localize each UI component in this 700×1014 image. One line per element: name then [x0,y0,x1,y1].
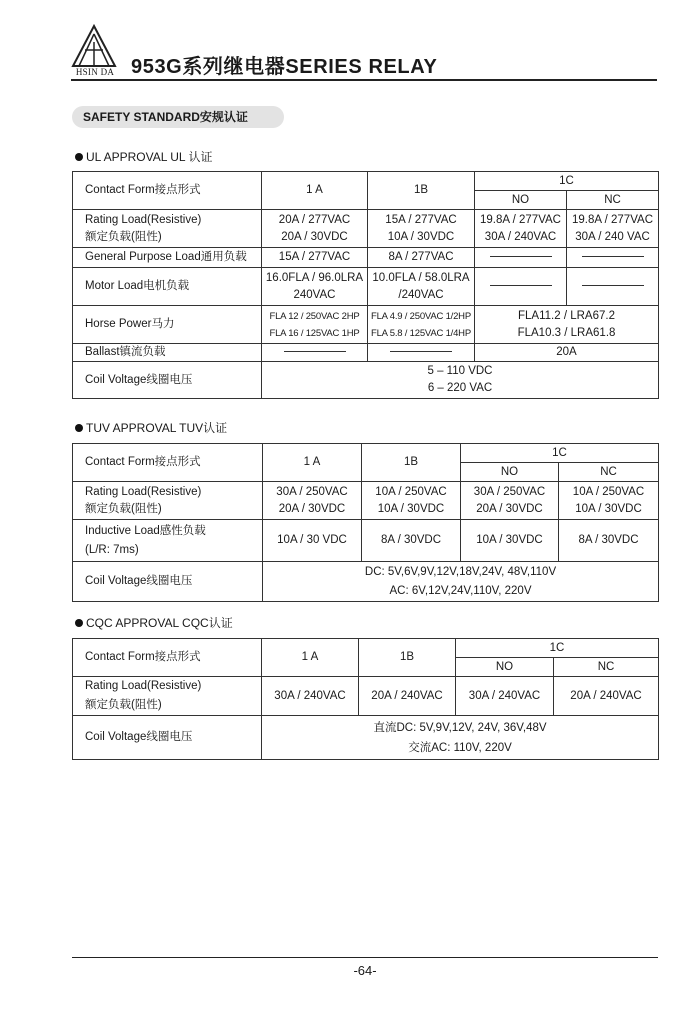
cell-line: 10.0FLA / 58.0LRA [372,271,470,284]
row-label: Horse Power马力 [73,306,262,344]
cell-nc: 8A / 30VDC [559,520,659,562]
header-divider [71,79,657,81]
row-label [73,482,263,520]
cell-nc [567,210,659,248]
table-row [73,306,659,344]
cell-line: 30A / 240VAC [484,230,557,243]
cell-line: 240VAC [293,288,336,301]
cell-no [461,482,559,520]
bullet-dot-icon [75,153,83,161]
row-label: Coil Voltage线圈电压 [73,716,262,760]
row-label: General Purpose Load通用负载 [73,248,262,268]
table-row [73,562,659,602]
header-contact-form: Contact Form接点形式 [73,172,262,210]
cell-no: 10A / 30VDC [461,520,559,562]
row-label: Ballast镇流负载 [73,344,262,362]
cqc-heading [75,614,233,631]
table-row [73,520,659,562]
label-line: (L/R: 7ms) [85,543,139,556]
cell-no [475,268,567,306]
label-line: Rating Load(Resistive) [85,485,202,498]
cell-no [475,210,567,248]
cell-1c [475,306,659,344]
page-number: -64- [353,963,377,978]
header-1a: 1 A [262,172,368,210]
table-row [73,344,659,362]
document-title: 953G系列继电器SERIES RELAY [131,56,438,78]
cell-line: 6 – 220 VAC [427,382,493,394]
cell-line: 30A / 250VAC [276,485,348,498]
header-no: NO [456,658,554,677]
header-nc: NC [554,658,659,677]
bullet-dot-icon [75,619,83,627]
header-no: NO [475,191,567,210]
cell-nc [567,268,659,306]
cell-1a [263,482,362,520]
cell-coil [262,716,659,760]
header-1c: 1C [475,172,659,191]
logo-triangle-icon [71,24,117,68]
label-line: Inductive Load感性负载 [85,524,206,537]
table-row [73,716,659,760]
label-line: 额定负载(阻性) [85,230,162,243]
cell-line: 5 – 110 VDC [427,365,493,377]
cell-line: DC: 5V,6V,9V,12V,18V,24V, 48V,110V [364,565,557,578]
dash-line [490,256,552,257]
header-1a: 1 A [263,444,362,482]
cell-line: 20A / 277VAC [278,213,351,226]
cell-1a: 10A / 30 VDC [263,520,362,562]
table-row [73,268,659,306]
dash-line [284,351,346,352]
cell-nc [559,482,659,520]
row-label [73,210,262,248]
cell-nc: 20A / 240VAC [554,677,659,716]
header-1c: 1C [456,639,659,658]
cell-line: FLA 16 / 125VAC 1HP [269,327,360,339]
cell-1b [362,482,461,520]
label-line: Rating Load(Resistive) [85,680,202,692]
row-label: Coil Voltage线圈电压 [73,362,262,399]
cqc-table [72,638,659,760]
cell-coil [263,562,659,602]
ul-heading-text: UL APPROVAL UL 认证 [86,150,213,164]
cell-line: 30A / 240 VAC [575,230,650,243]
cell-line: 20A / 30VDC [278,502,346,515]
table-row [73,677,659,716]
row-label: Coil Voltage线圈电压 [73,562,263,602]
header-1b: 1B [359,639,456,677]
dash-line [582,285,644,286]
section-pill: SAFETY STANDARD安规认证 [72,106,284,128]
header-1a: 1 A [262,639,359,677]
header-nc: NC [559,463,659,482]
cell-line: FLA11.2 / LRA67.2 [518,309,615,322]
cell-1a [262,210,368,248]
cell-nc [567,248,659,268]
footer-divider [72,957,658,958]
cell-1b: 8A / 277VAC [368,248,475,268]
cell-line: 20A / 30VDC [476,502,543,515]
cell-1a [262,344,368,362]
cell-1c: 20A [475,344,659,362]
cell-1a [262,268,368,306]
cell-1b: 8A / 30VDC [362,520,461,562]
label-line: 额定负载(阻性) [85,502,162,515]
cell-1a: 30A / 240VAC [262,677,359,716]
bullet-dot-icon [75,424,83,432]
cell-line: 19.8A / 277VAC [480,213,561,226]
cell-1b [368,268,475,306]
cell-1b [368,210,475,248]
cell-line: FLA 5.8 / 125VAC 1/4HP [371,327,471,339]
tuv-heading [75,419,227,436]
header-nc: NC [567,191,659,210]
cell-line: 交流AC: 110V, 220V [408,741,512,754]
dash-line [490,285,552,286]
ul-table [72,171,659,399]
cell-line: 10A / 30VDC [575,502,642,515]
dash-line [390,351,452,352]
cell-coil [262,362,659,399]
cell-line: 10A / 250VAC [572,485,645,498]
label-line: 额定负载(阻性) [85,699,162,711]
logo-text: HSIN DA [75,67,115,77]
label-line: Rating Load(Resistive) [85,213,202,226]
cell-line: FLA10.3 / LRA61.8 [517,326,616,339]
ul-heading [75,148,213,165]
cell-line: AC: 6V,12V,24V,110V, 220V [389,584,532,597]
table-row [73,362,659,399]
header-1c: 1C [461,444,659,463]
table-row [73,482,659,520]
cell-line: 20A / 30VDC [281,230,348,243]
header-contact-form: Contact Form接点形式 [73,444,263,482]
cell-1a [262,306,368,344]
cell-line: FLA 12 / 250VAC 2HP [269,310,360,322]
tuv-heading-text: TUV APPROVAL TUV认证 [86,421,228,435]
cell-1b [368,306,475,344]
cell-line: 10A / 30VDC [387,230,455,243]
cell-line: 10A / 250VAC [375,485,447,498]
cqc-heading-text: CQC APPROVAL CQC认证 [86,616,233,630]
cell-line: 15A / 277VAC [385,213,457,226]
cell-line: FLA 4.9 / 250VAC 1/2HP [371,310,471,322]
table-row [73,248,659,268]
row-label: Motor Load电机负载 [73,268,262,306]
cell-no: 30A / 240VAC [456,677,554,716]
tuv-table [72,443,659,602]
header-no: NO [461,463,559,482]
cell-line: /240VAC [398,288,444,301]
dash-line [582,256,644,257]
cell-line: 19.8A / 277VAC [572,213,653,226]
cell-line: 直流DC: 5V,9V,12V, 24V, 36V,48V [373,721,547,734]
header-1b: 1B [362,444,461,482]
cell-line: 10A / 30VDC [377,502,445,515]
cell-line: 16.0FLA / 96.0LRA [265,271,364,284]
cell-line: 30A / 250VAC [473,485,546,498]
table-row [73,210,659,248]
cell-1b: 20A / 240VAC [359,677,456,716]
header-contact-form: Contact Form接点形式 [73,639,262,677]
header-1b: 1B [368,172,475,210]
cell-1b [368,344,475,362]
row-label [73,677,262,716]
row-label [73,520,263,562]
cell-1a: 15A / 277VAC [262,248,368,268]
cell-no [475,248,567,268]
